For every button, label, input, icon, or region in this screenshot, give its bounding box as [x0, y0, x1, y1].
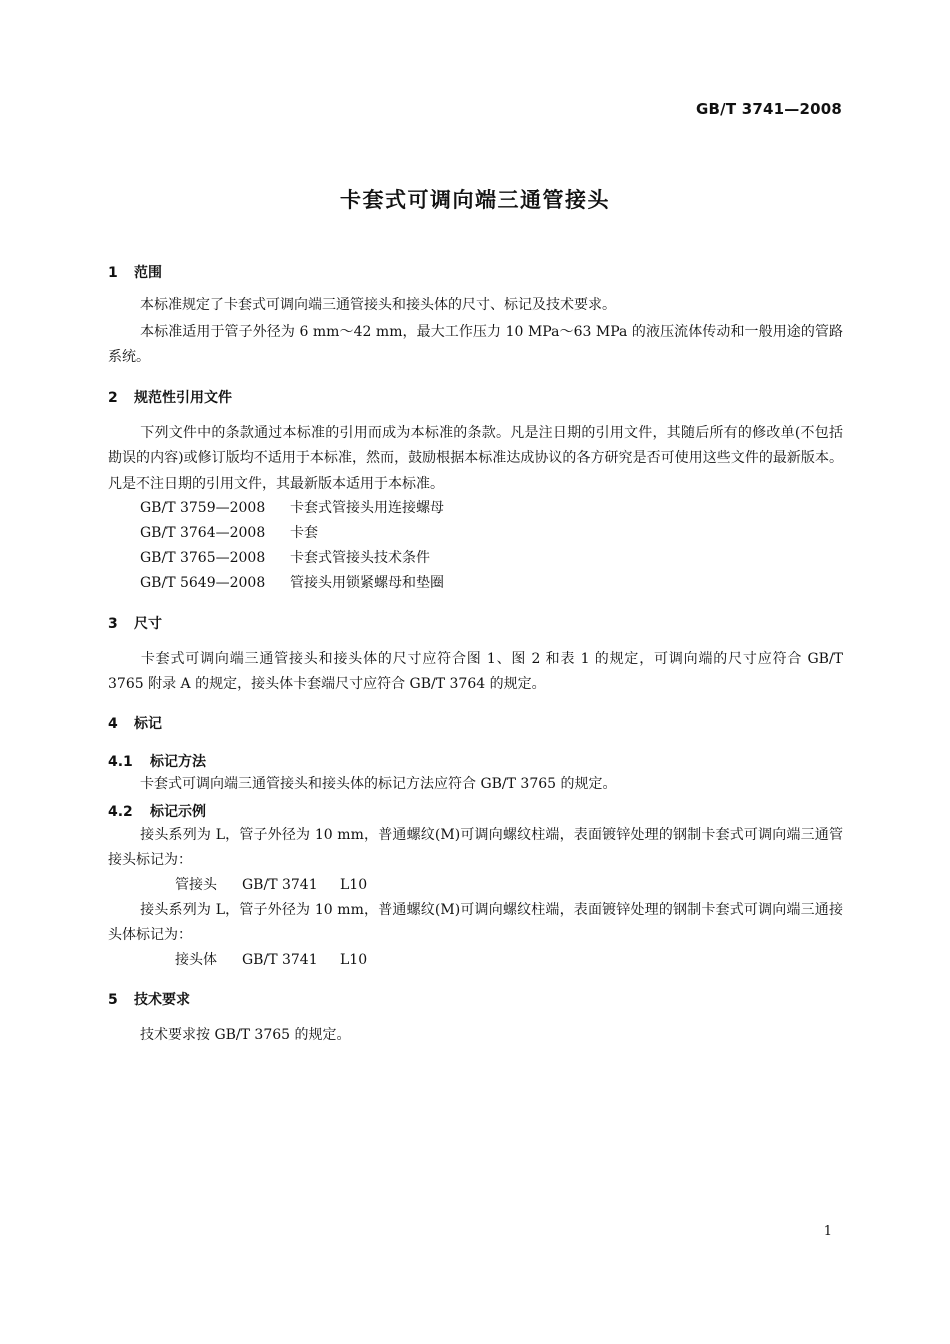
reference-code: GB/T 3764—2008: [140, 525, 266, 541]
reference-title: 卡套式管接头技术条件: [290, 550, 430, 566]
section-number: 3: [108, 616, 118, 632]
subsection-number: 4.2: [108, 804, 133, 820]
section-number: 1: [108, 265, 118, 281]
page-number: 1: [823, 1224, 832, 1239]
reference-item: [140, 496, 444, 521]
standard-code: GB/T 3741—2008: [696, 100, 842, 118]
section-5-paragraph-1: [108, 1023, 843, 1048]
paragraph-text: 技术要求按 GB/T 3765 的规定。: [140, 1027, 351, 1043]
paragraph-text: 本标准规定了卡套式可调向端三通管接头和接头体的尺寸、标记及技术要求。: [140, 297, 616, 313]
marking-example-1: [175, 873, 367, 898]
section-title: 技术要求: [134, 992, 190, 1008]
marking-code: GB/T 3741: [242, 877, 318, 893]
section-1-heading: [108, 262, 162, 282]
section-title: 标记: [134, 716, 162, 732]
section-3-paragraph-1: [108, 647, 843, 698]
section-number: 5: [108, 992, 118, 1008]
section-5-heading: [108, 989, 190, 1009]
section-2-paragraph-1: [108, 421, 843, 497]
section-4-heading: [108, 713, 162, 733]
reference-title: 卡套式管接头用连接螺母: [290, 500, 444, 516]
marking-example-2: [175, 948, 367, 973]
reference-item: [140, 546, 430, 571]
paragraph-text: 卡套式可调向端三通管接头和接头体的尺寸应符合图 1、图 2 和表 1 的规定，可调向端的尺寸应符合 GB/T 3765 附录 A 的规定，接头体卡套端尺寸应符合 GB/T 3764 的规定。: [108, 651, 843, 693]
paragraph-text: 下列文件中的条款通过本标准的引用而成为本标准的条款。凡是注日期的引用文件，其随后所有的修改单(不包括勘误的内容)或修订版均不适用于本标准，然而，鼓励根据本标准达成协议的各方研究是否可使用这些文件的最新版本。凡是不注日期的引用文件，其最新版本适用于本标准。: [108, 425, 843, 492]
marking-spec: L10: [340, 877, 368, 893]
subsection-4-2-paragraph-1: [108, 823, 843, 874]
subsection-4-1-heading: [108, 751, 206, 771]
reference-code: GB/T 5649—2008: [140, 575, 266, 591]
subsection-4-1-paragraph: [108, 772, 843, 797]
section-number: 4: [108, 716, 118, 732]
subsection-number: 4.1: [108, 754, 133, 770]
section-title: 尺寸: [134, 616, 162, 632]
paragraph-text: 卡套式可调向端三通管接头和接头体的标记方法应符合 GB/T 3765 的规定。: [140, 776, 617, 792]
section-number: 2: [108, 390, 118, 406]
section-3-heading: [108, 613, 162, 633]
paragraph-text: 本标准适用于管子外径为 6 mm～42 mm，最大工作压力 10 MPa～63 MPa 的液压流体传动和一般用途的管路系统。: [108, 324, 843, 366]
reference-code: GB/T 3759—2008: [140, 500, 266, 516]
reference-title: 管接头用锁紧螺母和垫圈: [290, 575, 444, 591]
marking-code: GB/T 3741: [242, 952, 318, 968]
section-2-heading: [108, 387, 232, 407]
marking-name: 管接头: [175, 877, 217, 893]
document-title: 卡套式可调向端三通管接头: [340, 188, 610, 212]
reference-code: GB/T 3765—2008: [140, 550, 266, 566]
subsection-4-2-paragraph-2: [108, 898, 843, 949]
subsection-title: 标记方法: [150, 754, 206, 770]
paragraph-text: 接头系列为 L，管子外径为 10 mm，普通螺纹(M)可调向螺纹柱端，表面镀锌处理的钢制卡套式可调向端三通接头体标记为：: [108, 902, 843, 944]
reference-item: [140, 521, 318, 546]
marking-spec: L10: [340, 952, 368, 968]
reference-title: 卡套: [290, 525, 318, 541]
reference-item: [140, 571, 444, 596]
subsection-title: 标记示例: [150, 804, 206, 820]
section-1-paragraph-2: [108, 320, 843, 371]
section-title: 范围: [134, 265, 162, 281]
section-title: 规范性引用文件: [134, 390, 232, 406]
section-1-paragraph-1: [108, 293, 843, 318]
paragraph-text: 接头系列为 L，管子外径为 10 mm，普通螺纹(M)可调向螺纹柱端，表面镀锌处理的钢制卡套式可调向端三通管接头标记为：: [108, 827, 843, 869]
marking-name: 接头体: [175, 952, 217, 968]
subsection-4-2-heading: [108, 801, 206, 821]
